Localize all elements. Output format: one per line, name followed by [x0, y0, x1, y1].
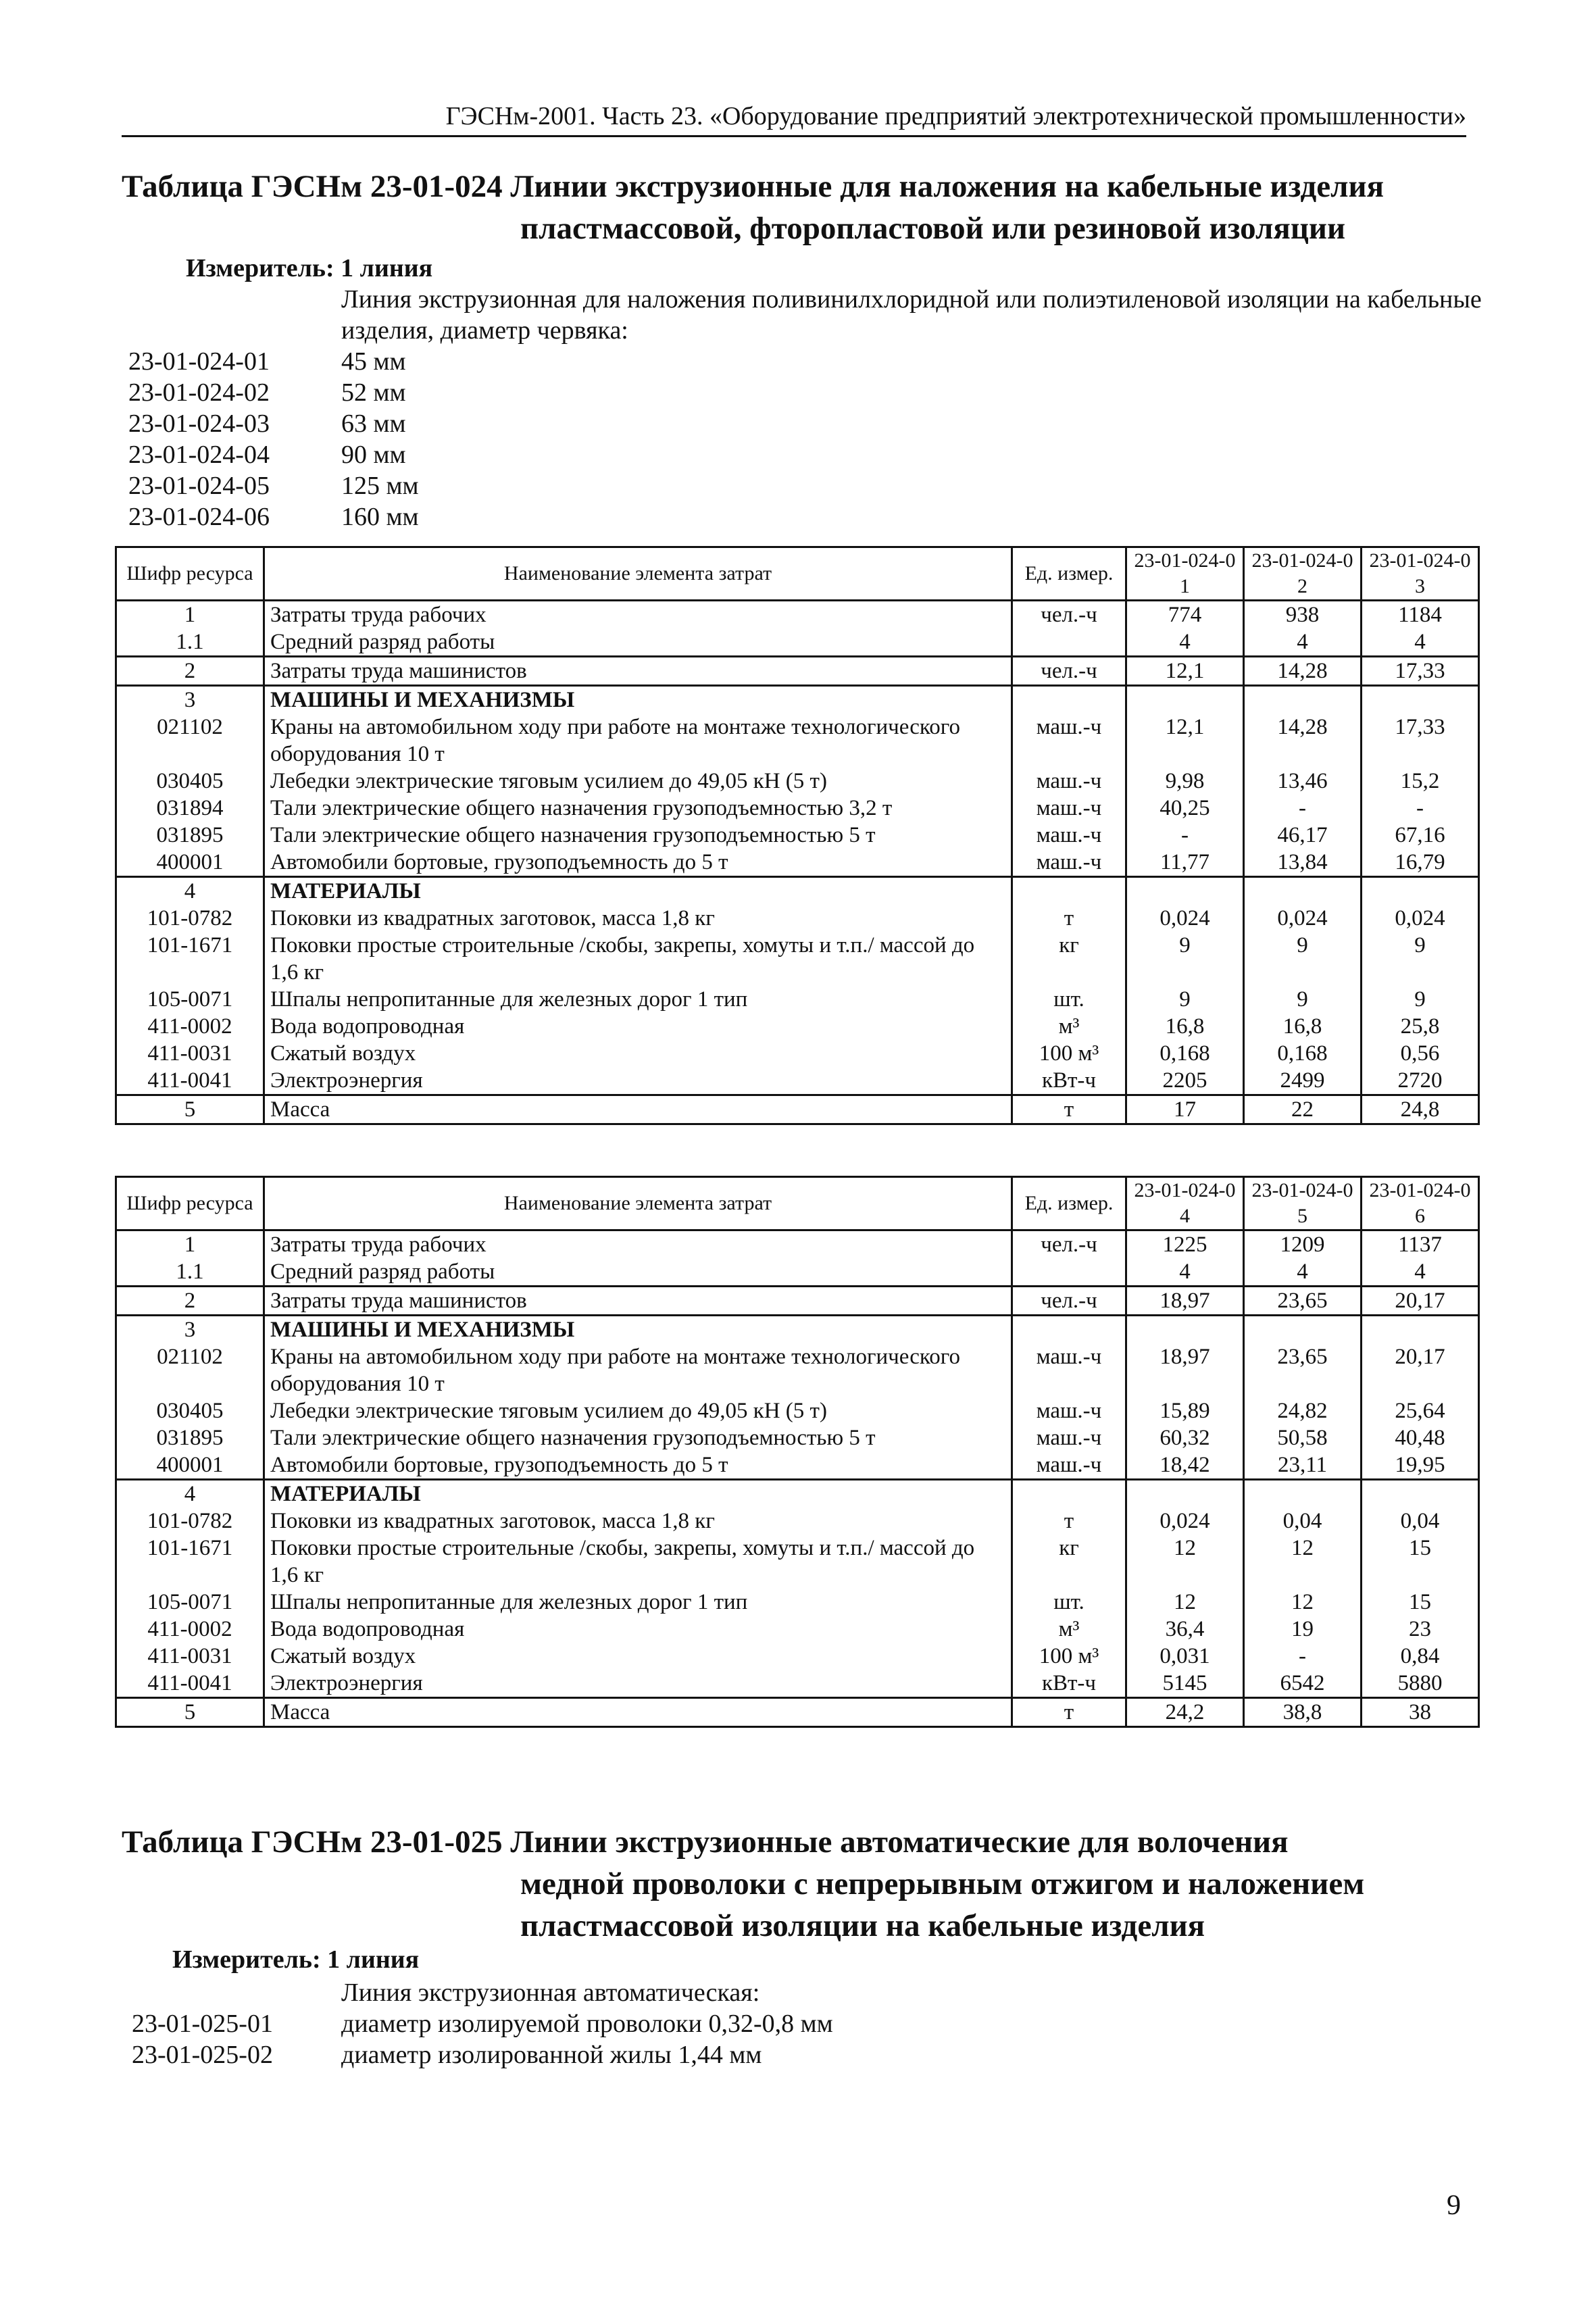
- value-cell: [1126, 686, 1244, 714]
- item-text: 63 мм: [341, 409, 406, 438]
- cost-element-name: Электроэнергия: [264, 1670, 1012, 1698]
- cost-element-name: МАТЕРИАЛЫ: [264, 1480, 1012, 1508]
- col-unit-header: Ед. измер.: [1012, 547, 1126, 601]
- item-code: 23-01-024-02: [128, 378, 270, 407]
- value-cell: 0,168: [1126, 1040, 1244, 1067]
- table-row: [116, 1451, 1479, 1480]
- resource-code: 411-0031: [116, 1040, 264, 1067]
- unit-cell: маш.-ч: [1012, 795, 1126, 822]
- value-cell: 9: [1362, 932, 1479, 986]
- table-25-title: [122, 1821, 1473, 1947]
- resource-code: 2: [116, 1287, 264, 1316]
- page-number: 9: [1447, 2190, 1461, 2221]
- value-cell: 40,25: [1126, 795, 1244, 822]
- unit-cell: т: [1012, 1095, 1126, 1124]
- value-cell: 16,79: [1362, 849, 1479, 877]
- item-text: диаметр изолируемой проволоки 0,32-0,8 мм: [341, 2010, 833, 2038]
- value-cell: [1362, 877, 1479, 905]
- unit-cell: кг: [1012, 1535, 1126, 1589]
- table-row: [116, 1616, 1479, 1643]
- item-text: диаметр изолированной жилы 1,44 мм: [341, 2041, 762, 2069]
- cost-element-name: Вода водопроводная: [264, 1616, 1012, 1643]
- col-unit-header: Ед. измер.: [1012, 1177, 1126, 1230]
- col-code-header: Шифр ресурса: [116, 1177, 264, 1230]
- value-cell: 20,17: [1362, 1343, 1479, 1397]
- value-cell: [1126, 1480, 1244, 1508]
- cost-element-name: Сжатый воздух: [264, 1040, 1012, 1067]
- table-row: [116, 795, 1479, 822]
- page-header: ГЭСНм-2001. Часть 23. «Оборудование предприятий электротехнической промышленности»: [122, 101, 1466, 137]
- value-cell: 20,17: [1362, 1287, 1479, 1316]
- table-row: [116, 1316, 1479, 1344]
- code-list-item: [128, 408, 1503, 439]
- value-cell: -: [1244, 795, 1362, 822]
- code-list-item: [128, 470, 1503, 501]
- table-row: [116, 1397, 1479, 1424]
- value-cell: 1225: [1126, 1230, 1244, 1259]
- value-cell: 25,64: [1362, 1397, 1479, 1424]
- item-code: 23-01-024-06: [128, 503, 270, 531]
- unit-cell: чел.-ч: [1012, 657, 1126, 686]
- value-cell: 12: [1126, 1589, 1244, 1616]
- item-text: 45 мм: [341, 347, 406, 376]
- value-cell: 1209: [1244, 1230, 1362, 1259]
- value-cell: 4: [1244, 628, 1362, 657]
- value-cell: 0,04: [1244, 1508, 1362, 1535]
- value-cell: 36,4: [1126, 1616, 1244, 1643]
- cost-table-b: [115, 1176, 1480, 1728]
- value-cell: [1362, 1316, 1479, 1344]
- value-cell: 14,28: [1244, 657, 1362, 686]
- unit-cell: шт.: [1012, 986, 1126, 1013]
- cost-element-name: Шпалы непропитанные для железных дорог 1 тип: [264, 986, 1012, 1013]
- value-cell: 23,65: [1244, 1343, 1362, 1397]
- resource-code: 5: [116, 1095, 264, 1124]
- item-code: 23-01-024-04: [128, 441, 270, 469]
- resource-code: 1.1: [116, 628, 264, 657]
- table-row: [116, 822, 1479, 849]
- unit-cell: маш.-ч: [1012, 1343, 1126, 1397]
- table-row: [116, 877, 1479, 905]
- table-row: [116, 1230, 1479, 1259]
- resource-code: 1: [116, 601, 264, 629]
- table-row: [116, 1480, 1479, 1508]
- cost-element-name: Поковки из квадратных заготовок, масса 1,8 кг: [264, 905, 1012, 932]
- cost-element-name: Поковки простые строительные /скобы, закрепы, хомуты и т.п./ массой до 1,6 кг: [264, 932, 1012, 986]
- cost-element-name: МАТЕРИАЛЫ: [264, 877, 1012, 905]
- table-row: [116, 714, 1479, 768]
- value-cell: -: [1126, 822, 1244, 849]
- value-cell: [1126, 1316, 1244, 1344]
- unit-cell: маш.-ч: [1012, 1451, 1126, 1480]
- value-cell: [1244, 877, 1362, 905]
- unit-cell: кВт-ч: [1012, 1670, 1126, 1698]
- value-cell: 5880: [1362, 1670, 1479, 1698]
- value-cell: 24,8: [1362, 1095, 1479, 1124]
- value-cell: 4: [1244, 1258, 1362, 1287]
- table-25-intro: Линия экструзионная автоматическая:: [341, 1978, 760, 2007]
- value-cell: 9: [1126, 932, 1244, 986]
- table-25-title-line1: Таблица ГЭСНм 23-01-025 Линии экструзионные автоматические для волочения: [122, 1824, 1289, 1860]
- code-list-item: [128, 501, 1503, 532]
- value-cell: 4: [1362, 1258, 1479, 1287]
- value-cell: 0,024: [1126, 1508, 1244, 1535]
- table-row: [116, 1508, 1479, 1535]
- cost-element-name: Масса: [264, 1698, 1012, 1727]
- table-row: [116, 1343, 1479, 1397]
- value-cell: 17: [1126, 1095, 1244, 1124]
- table-row: [116, 1258, 1479, 1287]
- value-cell: 15: [1362, 1535, 1479, 1589]
- cost-element-name: Лебедки электрические тяговым усилием до 49,05 кН (5 т): [264, 768, 1012, 795]
- cost-element-name: Тали электрические общего назначения грузоподъемностью 3,2 т: [264, 795, 1012, 822]
- value-cell: 0,024: [1362, 905, 1479, 932]
- item-text: 160 мм: [341, 503, 419, 531]
- table-row: [116, 1013, 1479, 1040]
- cost-element-name: МАШИНЫ И МЕХАНИЗМЫ: [264, 686, 1012, 714]
- value-cell: -: [1362, 795, 1479, 822]
- unit-cell: 100 м³: [1012, 1643, 1126, 1670]
- resource-code: 031894: [116, 795, 264, 822]
- cost-element-name: Шпалы непропитанные для железных дорог 1 тип: [264, 1589, 1012, 1616]
- cost-element-name: Сжатый воздух: [264, 1643, 1012, 1670]
- unit-cell: [1012, 1316, 1126, 1344]
- col-value-header: 23-01-024-01: [1126, 547, 1244, 601]
- unit-cell: [1012, 686, 1126, 714]
- col-code-header: Шифр ресурса: [116, 547, 264, 601]
- table-row: [116, 905, 1479, 932]
- resource-code: 3: [116, 1316, 264, 1344]
- value-cell: 15,2: [1362, 768, 1479, 795]
- code-list-item: [128, 377, 1503, 408]
- value-cell: 23,11: [1244, 1451, 1362, 1480]
- code-list-item: [132, 2008, 1557, 2039]
- value-cell: 2499: [1244, 1067, 1362, 1095]
- col-value-header: 23-01-024-02: [1244, 547, 1362, 601]
- value-cell: 38: [1362, 1698, 1479, 1727]
- cost-element-name: Краны на автомобильном ходу при работе на монтаже технологического оборудования 10 т: [264, 714, 1012, 768]
- col-value-header: 23-01-024-03: [1362, 547, 1479, 601]
- value-cell: 18,97: [1126, 1343, 1244, 1397]
- value-cell: 9: [1126, 986, 1244, 1013]
- cost-table-a: [115, 546, 1480, 1125]
- value-cell: 9: [1244, 932, 1362, 986]
- resource-code: 411-0002: [116, 1013, 264, 1040]
- cost-element-name: Поковки простые строительные /скобы, закрепы, хомуты и т.п./ массой до 1,6 кг: [264, 1535, 1012, 1589]
- value-cell: 18,42: [1126, 1451, 1244, 1480]
- unit-cell: т: [1012, 1698, 1126, 1727]
- resource-code: 031895: [116, 1424, 264, 1451]
- resource-code: 411-0002: [116, 1616, 264, 1643]
- value-cell: 25,8: [1362, 1013, 1479, 1040]
- cost-element-name: Краны на автомобильном ходу при работе на монтаже технологического оборудования 10 т: [264, 1343, 1012, 1397]
- unit-cell: [1012, 628, 1126, 657]
- table-row: [116, 768, 1479, 795]
- value-cell: 2205: [1126, 1067, 1244, 1095]
- resource-code: 101-0782: [116, 1508, 264, 1535]
- value-cell: 13,46: [1244, 768, 1362, 795]
- code-list-item: [128, 439, 1503, 470]
- value-cell: 0,84: [1362, 1643, 1479, 1670]
- resource-code: 3: [116, 686, 264, 714]
- resource-code: 411-0041: [116, 1670, 264, 1698]
- item-code: 23-01-024-03: [128, 409, 270, 438]
- cost-element-name: МАШИНЫ И МЕХАНИЗМЫ: [264, 1316, 1012, 1344]
- value-cell: [1362, 1480, 1479, 1508]
- cost-element-name: Автомобили бортовые, грузоподъемность до 5 т: [264, 849, 1012, 877]
- value-cell: -: [1244, 1643, 1362, 1670]
- unit-cell: м³: [1012, 1616, 1126, 1643]
- code-list-item: [128, 346, 1503, 377]
- table-row: [116, 986, 1479, 1013]
- header-row: [116, 1177, 1479, 1230]
- unit-cell: чел.-ч: [1012, 1230, 1126, 1259]
- table-row: [116, 601, 1479, 629]
- value-cell: 6542: [1244, 1670, 1362, 1698]
- resource-code: 2: [116, 657, 264, 686]
- resource-code: 031895: [116, 822, 264, 849]
- unit-cell: [1012, 1480, 1126, 1508]
- resource-code: 4: [116, 877, 264, 905]
- value-cell: 19: [1244, 1616, 1362, 1643]
- resource-code: 101-0782: [116, 905, 264, 932]
- table-25-title-line3: пластмассовой изоляции на кабельные изделия: [520, 1908, 1205, 1943]
- unit-cell: т: [1012, 905, 1126, 932]
- value-cell: 4: [1362, 628, 1479, 657]
- resource-code: 101-1671: [116, 1535, 264, 1589]
- table-24-title: [122, 166, 1473, 249]
- resource-code: 105-0071: [116, 986, 264, 1013]
- resource-code: 5: [116, 1698, 264, 1727]
- value-cell: 9: [1244, 986, 1362, 1013]
- item-code: 23-01-025-01: [132, 2010, 273, 2038]
- table-row: [116, 1040, 1479, 1067]
- value-cell: 11,77: [1126, 849, 1244, 877]
- value-cell: 46,17: [1244, 822, 1362, 849]
- value-cell: 13,84: [1244, 849, 1362, 877]
- resource-code: 411-0031: [116, 1643, 264, 1670]
- value-cell: 14,28: [1244, 714, 1362, 768]
- table-row: [116, 1067, 1479, 1095]
- resource-code: 4: [116, 1480, 264, 1508]
- resource-code: 021102: [116, 1343, 264, 1397]
- header-row: [116, 547, 1479, 601]
- resource-code: 411-0041: [116, 1067, 264, 1095]
- unit-cell: кВт-ч: [1012, 1067, 1126, 1095]
- unit-cell: маш.-ч: [1012, 768, 1126, 795]
- value-cell: 60,32: [1126, 1424, 1244, 1451]
- value-cell: [1244, 686, 1362, 714]
- cost-element-name: Вода водопроводная: [264, 1013, 1012, 1040]
- value-cell: 18,97: [1126, 1287, 1244, 1316]
- cost-element-name: Масса: [264, 1095, 1012, 1124]
- resource-code: 021102: [116, 714, 264, 768]
- value-cell: 0,168: [1244, 1040, 1362, 1067]
- value-cell: 4: [1126, 1258, 1244, 1287]
- value-cell: 12: [1244, 1535, 1362, 1589]
- value-cell: 22: [1244, 1095, 1362, 1124]
- item-text: 52 мм: [341, 378, 406, 407]
- item-code: 23-01-025-02: [132, 2041, 273, 2069]
- table-row: [116, 628, 1479, 657]
- cost-element-name: Затраты труда рабочих: [264, 1230, 1012, 1259]
- table-row: [116, 686, 1479, 714]
- table-row: [116, 657, 1479, 686]
- resource-code: 400001: [116, 849, 264, 877]
- cost-element-name: Тали электрические общего назначения грузоподъемностью 5 т: [264, 1424, 1012, 1451]
- value-cell: 19,95: [1362, 1451, 1479, 1480]
- table-row: [116, 1670, 1479, 1698]
- value-cell: 0,024: [1126, 905, 1244, 932]
- value-cell: 16,8: [1126, 1013, 1244, 1040]
- col-name-header: Наименование элемента затрат: [264, 1177, 1012, 1230]
- value-cell: 12: [1126, 1535, 1244, 1589]
- table-row: [116, 849, 1479, 877]
- unit-cell: чел.-ч: [1012, 1287, 1126, 1316]
- col-value-header: 23-01-024-06: [1362, 1177, 1479, 1230]
- cost-element-name: Затраты труда машинистов: [264, 657, 1012, 686]
- table-row: [116, 1535, 1479, 1589]
- table-25-title-line2: медной проволоки с непрерывным отжигом и наложением: [520, 1866, 1365, 1901]
- value-cell: 0,031: [1126, 1643, 1244, 1670]
- unit-cell: [1012, 1258, 1126, 1287]
- value-cell: [1362, 686, 1479, 714]
- unit-cell: 100 м³: [1012, 1040, 1126, 1067]
- resource-code: 400001: [116, 1451, 264, 1480]
- value-cell: 50,58: [1244, 1424, 1362, 1451]
- col-value-header: 23-01-024-04: [1126, 1177, 1244, 1230]
- table-24-code-list: [128, 284, 1503, 532]
- unit-cell: маш.-ч: [1012, 822, 1126, 849]
- item-text: 90 мм: [341, 441, 406, 469]
- value-cell: 23,65: [1244, 1287, 1362, 1316]
- cost-element-name: Затраты труда рабочих: [264, 601, 1012, 629]
- unit-cell: кг: [1012, 932, 1126, 986]
- value-cell: 774: [1126, 601, 1244, 629]
- value-cell: 38,8: [1244, 1698, 1362, 1727]
- col-name-header: Наименование элемента затрат: [264, 547, 1012, 601]
- table-row: [116, 1698, 1479, 1727]
- value-cell: 17,33: [1362, 714, 1479, 768]
- value-cell: 12,1: [1126, 714, 1244, 768]
- unit-cell: маш.-ч: [1012, 849, 1126, 877]
- value-cell: [1126, 877, 1244, 905]
- value-cell: 0,04: [1362, 1508, 1479, 1535]
- table-row: [116, 1589, 1479, 1616]
- resource-code: 105-0071: [116, 1589, 264, 1616]
- unit-cell: маш.-ч: [1012, 1397, 1126, 1424]
- value-cell: 17,33: [1362, 657, 1479, 686]
- cost-element-name: Средний разряд работы: [264, 1258, 1012, 1287]
- value-cell: 12,1: [1126, 657, 1244, 686]
- value-cell: 15: [1362, 1589, 1479, 1616]
- table-25-meter: Измеритель: 1 линия: [172, 1945, 420, 1974]
- value-cell: 16,8: [1244, 1013, 1362, 1040]
- cost-element-name: Электроэнергия: [264, 1067, 1012, 1095]
- resource-code: 030405: [116, 768, 264, 795]
- resource-code: 1: [116, 1230, 264, 1259]
- table-row: [116, 1643, 1479, 1670]
- table-row: [116, 1095, 1479, 1124]
- value-cell: 12: [1244, 1589, 1362, 1616]
- value-cell: 938: [1244, 601, 1362, 629]
- table-row: [116, 1287, 1479, 1316]
- unit-cell: м³: [1012, 1013, 1126, 1040]
- value-cell: 24,2: [1126, 1698, 1244, 1727]
- resource-code: 101-1671: [116, 932, 264, 986]
- table-24-title-line1: Таблица ГЭСНм 23-01-024 Линии экструзионные для наложения на кабельные изделия: [122, 169, 1385, 204]
- item-text: 125 мм: [341, 472, 419, 500]
- cost-element-name: Поковки из квадратных заготовок, масса 1,8 кг: [264, 1508, 1012, 1535]
- item-code: 23-01-024-01: [128, 347, 270, 376]
- unit-cell: чел.-ч: [1012, 601, 1126, 629]
- table-row: [116, 932, 1479, 986]
- value-cell: 40,48: [1362, 1424, 1479, 1451]
- table-24-intro: Линия экструзионная для наложения поливинилхлоридной или полиэтиленовой изоляции на кабельные изделия, диаметр червяка:: [341, 285, 1482, 345]
- value-cell: 0,56: [1362, 1040, 1479, 1067]
- value-cell: 4: [1126, 628, 1244, 657]
- code-list-item: [132, 2039, 1557, 2070]
- item-code: 23-01-024-05: [128, 472, 270, 500]
- unit-cell: [1012, 877, 1126, 905]
- value-cell: 23: [1362, 1616, 1479, 1643]
- resource-code: 030405: [116, 1397, 264, 1424]
- table-24-title-line2: пластмассовой, фторопластовой или резиновой изоляции: [520, 211, 1346, 246]
- unit-cell: т: [1012, 1508, 1126, 1535]
- value-cell: 15,89: [1126, 1397, 1244, 1424]
- unit-cell: шт.: [1012, 1589, 1126, 1616]
- table-24-meter: Измеритель: 1 линия: [186, 254, 433, 282]
- unit-cell: маш.-ч: [1012, 1424, 1126, 1451]
- value-cell: 9: [1362, 986, 1479, 1013]
- table-25-code-list: [132, 1977, 1557, 2070]
- value-cell: 1184: [1362, 601, 1479, 629]
- cost-element-name: Лебедки электрические тяговым усилием до 49,05 кН (5 т): [264, 1397, 1012, 1424]
- value-cell: 24,82: [1244, 1397, 1362, 1424]
- value-cell: 9,98: [1126, 768, 1244, 795]
- value-cell: 1137: [1362, 1230, 1479, 1259]
- value-cell: 0,024: [1244, 905, 1362, 932]
- resource-code: 1.1: [116, 1258, 264, 1287]
- col-value-header: 23-01-024-05: [1244, 1177, 1362, 1230]
- cost-element-name: Тали электрические общего назначения грузоподъемностью 5 т: [264, 822, 1012, 849]
- value-cell: 5145: [1126, 1670, 1244, 1698]
- cost-element-name: Затраты труда машинистов: [264, 1287, 1012, 1316]
- unit-cell: маш.-ч: [1012, 714, 1126, 768]
- value-cell: 67,16: [1362, 822, 1479, 849]
- cost-element-name: Автомобили бортовые, грузоподъемность до 5 т: [264, 1451, 1012, 1480]
- value-cell: 2720: [1362, 1067, 1479, 1095]
- table-row: [116, 1424, 1479, 1451]
- value-cell: [1244, 1316, 1362, 1344]
- cost-element-name: Средний разряд работы: [264, 628, 1012, 657]
- value-cell: [1244, 1480, 1362, 1508]
